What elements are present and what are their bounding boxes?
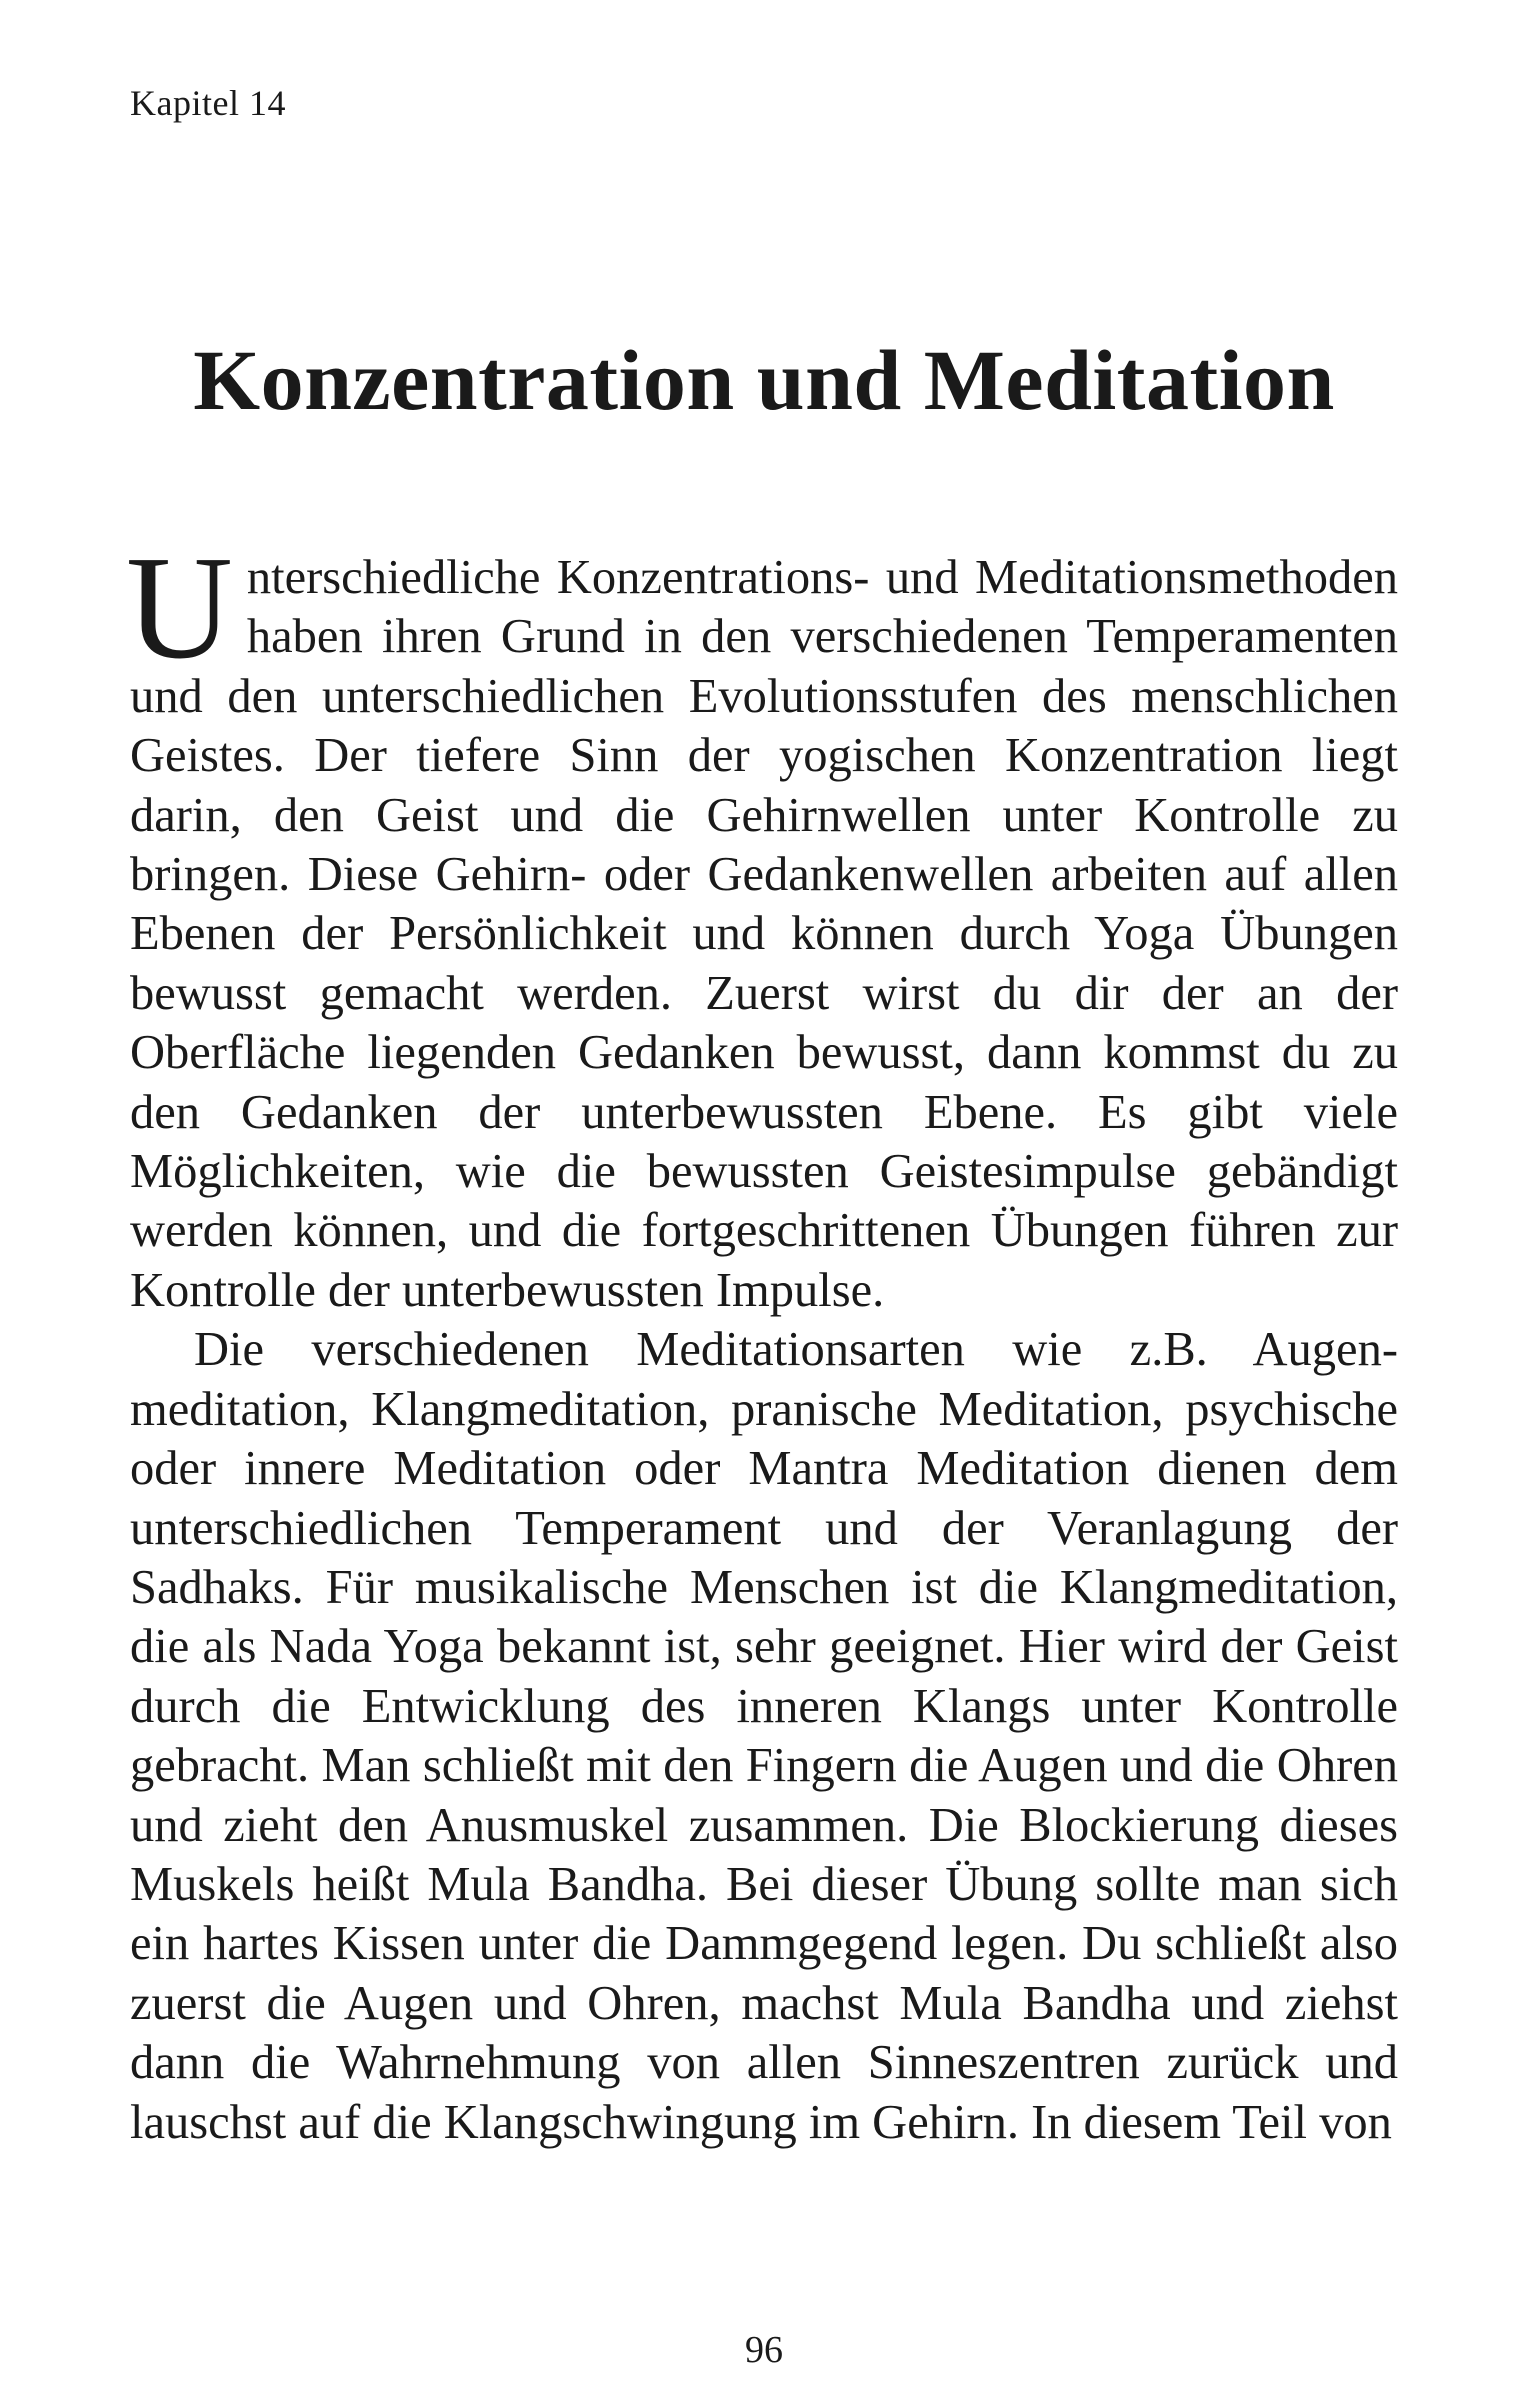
- paragraph-2-text: Die verschiedenen Meditationsarten wie z.B. Augenmeditation, Klangmeditation, pranische Meditation, psychische oder innere Meditation oder Mantra Meditation dienen dem unterschiedlichen Temperament und der Veranlagung der Sadhaks. Für musikalische Menschen ist die Klangmeditation, die als Nada Yoga bekannt ist, sehr geeignet. Hier wird der Geist durch die Entwicklung des inneren Klangs unter Kontrolle gebracht. Man schließt mit den Fingern die Augen und die Ohren und zieht den Anusmuskel zusammen. Die Blockierung dieses Muskels heißt Mula Bandha. Bei dieser Übung sollte man sich ein hartes Kissen unter die Dammgegend legen. Du schließt also zuerst die Augen und Ohren, machst Mula Bandha und ziehst dann die Wahrnehmung von allen Sinneszentren zurück und lauschst auf die Klangschwingung im Gehirn. In diesem Teil von: [130, 1323, 1398, 2149]
- paragraph-1: [126, 526, 1398, 1320]
- drop-cap: U: [126, 526, 233, 690]
- body-text: [126, 526, 1398, 2152]
- page-number: 96: [745, 2329, 783, 2371]
- paragraph-1-text: nterschiedliche Konzentrations- und Meditationsmethoden haben ihren Grund in den verschiedenen Temperamenten und den unterschiedlichen Evolutionsstufen des menschlichen Geistes. Der tiefere Sinn der yogischen Konzentration liegt darin, den Geist und die Gehirnwellen unter Kontrolle zu bringen. Diese Gehirn- oder Gedankenwellen arbeiten auf allen Ebenen der Persönlichkeit und können durch Yoga Übungen bewusst gemacht werden. Zuerst wirst du dir der an der Oberfläche liegenden Gedanken bewusst, dann kommst du zu den Gedanken der unterbewussten Ebene. Es gibt viele Möglichkeiten, wie die bewussten Geistesimpulse gebändigt werden können, und die fortgeschrittenen Übungen führen zur Kontrolle der unterbewussten Impulse.: [130, 551, 1398, 1317]
- running-head: Kapitel 14: [130, 83, 286, 123]
- chapter-title: Konzentration und Meditation: [193, 332, 1335, 428]
- paragraph-2: [130, 1320, 1398, 2152]
